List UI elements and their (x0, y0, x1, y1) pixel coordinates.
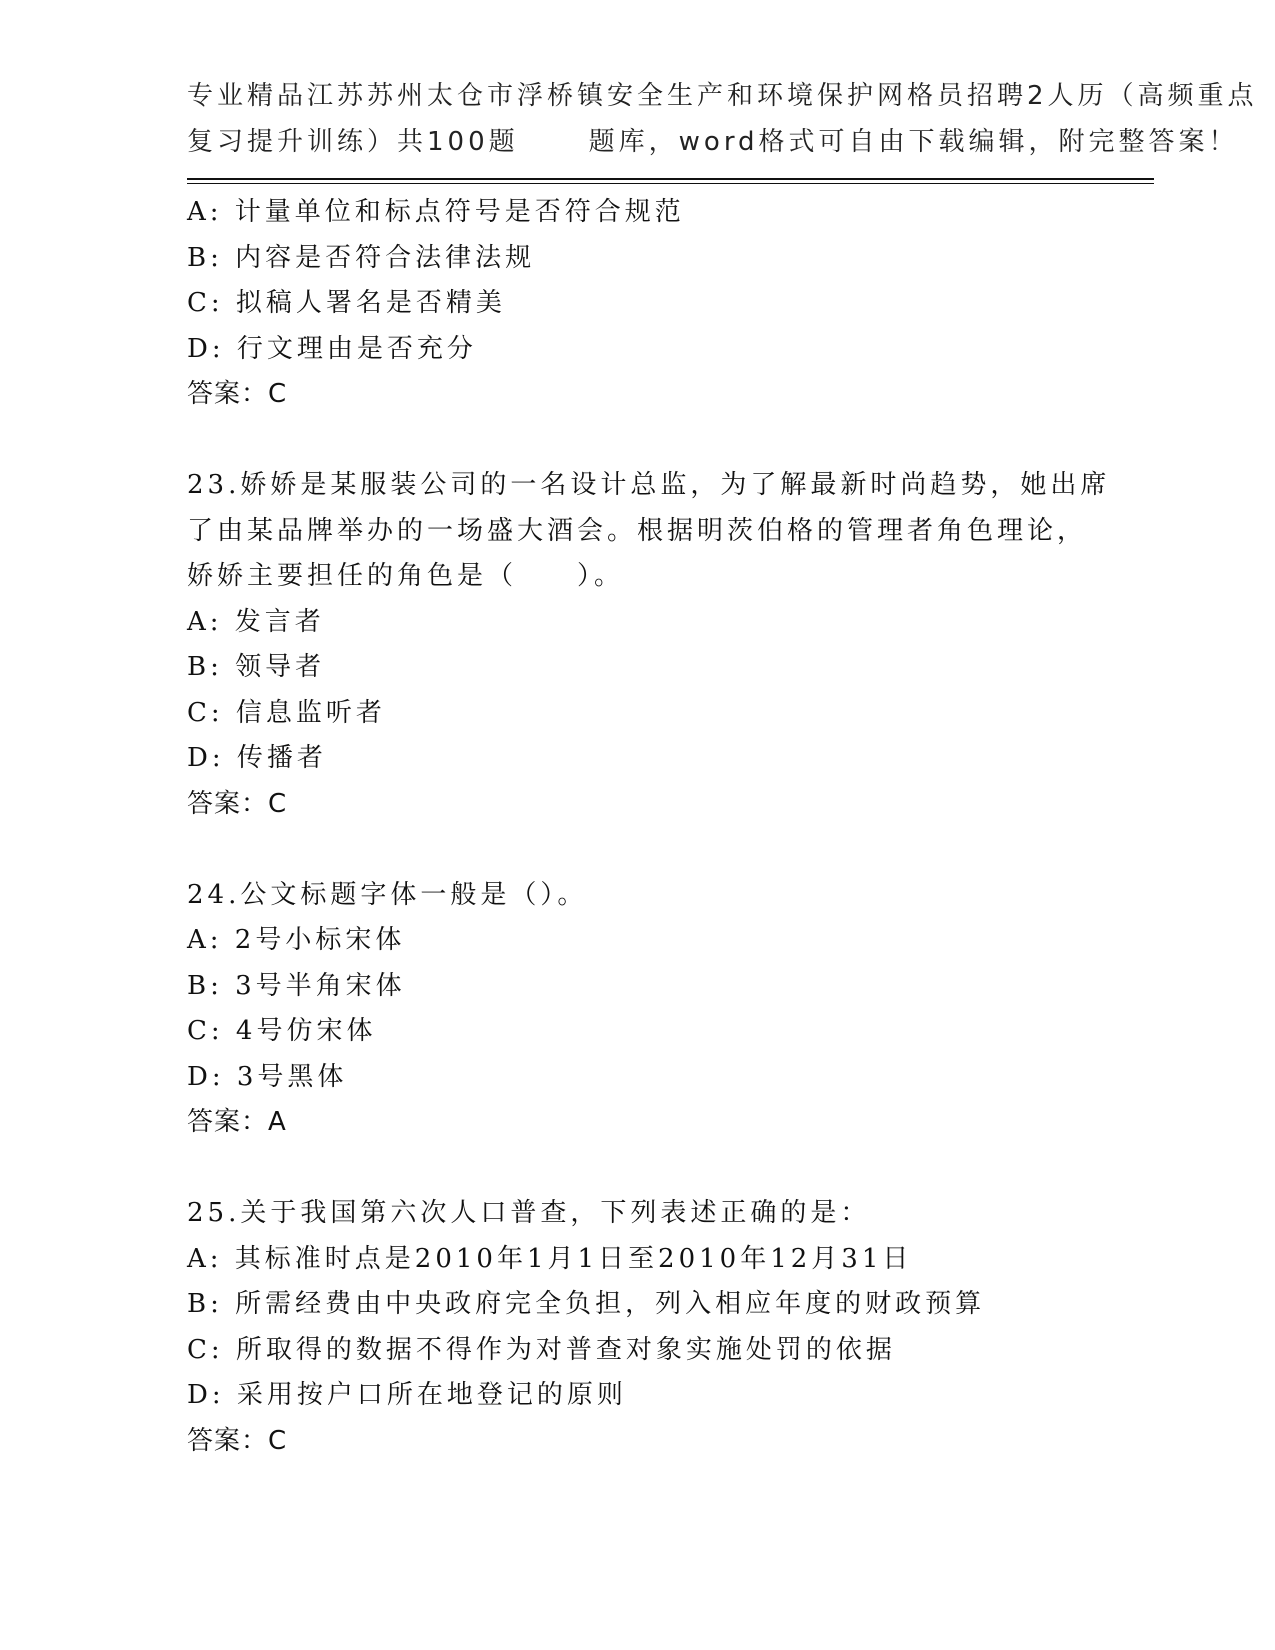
q24-option-a: A: 2号小标宋体 (187, 925, 406, 955)
q25-option-d: D: 采用按户口所在地登记的原则 (187, 1380, 627, 1410)
q25-option-c: C: 所取得的数据不得作为对普查对象实施处罚的依据 (187, 1334, 896, 1365)
q23-option-d: D: 传播者 (187, 743, 327, 773)
q24-option-d: D: 3号黑体 (187, 1061, 348, 1092)
q22-option-c: C: 拟稿人署名是否精美 (187, 288, 506, 318)
q23-option-a: A: 发言者 (187, 606, 325, 637)
q24-option-c: C: 4号仿宋体 (187, 1016, 377, 1046)
q23-stem-line-1: 23.娇娇是某服装公司的一名设计总监，为了解最新时尚趋势，她出席 (187, 470, 1111, 500)
q22-option-b: B: 内容是否符合法律法规 (187, 242, 536, 273)
q25-answer: 答案：C (187, 1425, 288, 1456)
header-line-2-part-b: 题库，word格式可自由下载编辑，附完整答案！ (588, 126, 1239, 157)
header-line-2-part-a: 复习提升训练）共100题 (187, 126, 519, 157)
q23-stem-line-3: 娇娇主要担任的角色是（ ）。 (187, 561, 625, 591)
q25-option-a: A: 其标准时点是2010年1月1日至2010年12月31日 (187, 1243, 913, 1274)
header-divider-thick (187, 178, 1154, 180)
question-24 (187, 873, 1107, 1146)
question-25 (187, 1191, 1107, 1464)
question-content (187, 190, 1111, 1464)
q23-option-b: B: 领导者 (187, 652, 326, 682)
q25-stem-line-1: 25.关于我国第六次人口普查，下列表述正确的是： (187, 1198, 871, 1228)
q23-answer: 答案：C (187, 788, 288, 819)
header-line-1: 专业精品江苏苏州太仓市浮桥镇安全生产和环境保护网格员招聘2人历（高频重点 (187, 81, 1258, 111)
q22-option-a: A: 计量单位和标点符号是否符合规范 (187, 197, 685, 227)
q22-option-d: D: 行文理由是否充分 (187, 333, 477, 364)
q22-answer: 答案：C (187, 379, 288, 409)
q23-option-c: C: 信息监听者 (187, 697, 386, 728)
q23-stem-line-2: 了由某品牌举办的一场盛大酒会。根据明茨伯格的管理者角色理论， (187, 515, 1088, 546)
header-divider-thin (187, 183, 1154, 184)
q24-answer: 答案：A (187, 1107, 287, 1137)
question-23 (187, 463, 1111, 827)
question-22 (187, 190, 1107, 418)
q24-option-b: B: 3号半角宋体 (187, 970, 406, 1001)
q25-option-b: B: 所需经费由中央政府完全负担，列入相应年度的财政预算 (187, 1289, 986, 1319)
header-line-2 (187, 120, 1239, 166)
document-header (187, 74, 1258, 165)
q24-stem-line-1: 24.公文标题字体一般是（）。 (187, 879, 588, 910)
